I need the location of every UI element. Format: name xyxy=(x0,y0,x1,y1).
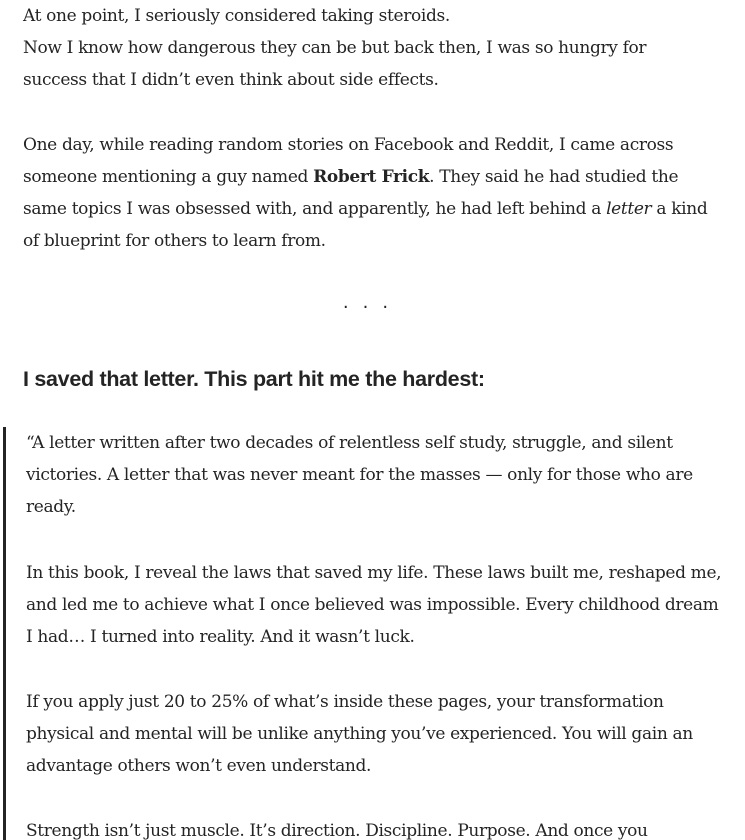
paragraph-discovery xyxy=(23,129,713,257)
paragraph-discovery-text-3: a kind of blueprint for others to learn from. xyxy=(23,199,708,251)
author-name: Robert Frick xyxy=(313,167,430,187)
letter-word: letter xyxy=(606,199,652,219)
section-heading: I saved that letter. This part hit me the hardest: xyxy=(23,367,485,391)
paragraph-steroids xyxy=(23,0,713,96)
quote-paragraph-3: If you apply just 20 to 25% of what’s inside these pages, your transformation physical and mental will be unlike anything you’ve experienced. You will gain an advantage others won’t even understand. xyxy=(26,692,693,776)
paragraph-discovery-text-2: . They said he had studied the same topics I was obsessed with, and apparently, he had left behind a xyxy=(23,167,679,219)
quote-paragraph-2: In this book, I reveal the laws that saved my life. These laws built me, reshaped me, and led me to achieve what I once believed was impossible. Every childhood dream I had… I turned into reality. And it wasn’t luck. xyxy=(26,563,722,647)
quote-paragraph-1: “A letter written after two decades of relentless self study, struggle, and silent victories. A letter that was never meant for the masses — only for those who are ready. xyxy=(26,433,693,517)
paragraph-steroids-rest: Now I know how dangerous they can be but back then, I was so hungry for success that I didn’t even think about side effects. xyxy=(23,38,647,90)
paragraph-discovery-text-1: One day, while reading random stories on Facebook and Reddit, I came across someone mentioning a guy named xyxy=(23,135,674,187)
section-separator: ... xyxy=(342,292,403,313)
blockquote xyxy=(3,427,745,840)
quote-paragraph-4: Strength isn’t just muscle. It’s direction. Discipline. Purpose. And once you xyxy=(26,821,648,840)
paragraph-steroids-line1: At one point, I seriously considered taking steroids. xyxy=(23,6,450,26)
